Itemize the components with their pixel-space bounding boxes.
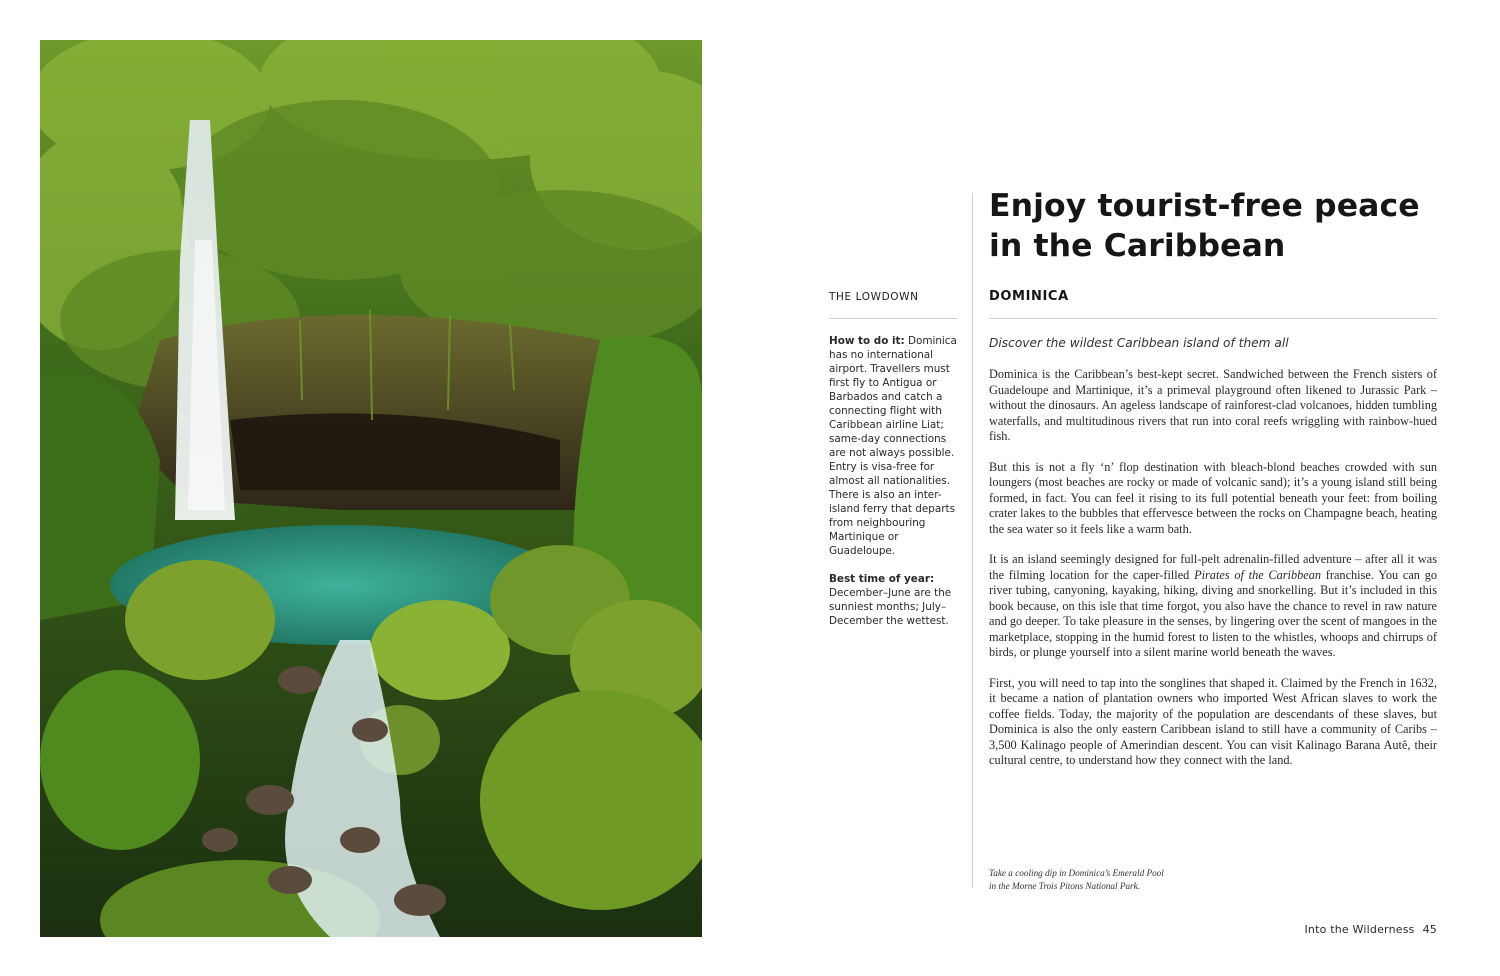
how-label: How to do it: [829,335,905,347]
place-rule [989,318,1437,319]
headline-line-1: Enjoy tourist-free peace [989,188,1420,224]
paragraph-1: Dominica is the Caribbean’s best-kept secret. Sandwiched between the French sisters of Guadeloupe and Martinique, it’s a primeval playground often likened to Jurassic Park – without the dinosaurs. An ageless landscape of rainforest-clad volcanoes, hidden tumbling waterfalls, and multitudinous rivers that run into coral reefs wriggling with rainbow-hued fish. [989,367,1437,443]
waterfall-illustration [40,40,702,937]
section-name: Into the Wilderness [1304,923,1415,936]
article-body [989,367,1437,784]
paragraph-3-start: It is an island seemingly designed for full-pelt adrenalin-filled adventure – after all it was the filming location for the caper-filled [989,552,1437,582]
headline-line-2: in the Caribbean [989,228,1286,264]
photo-caption [989,867,1209,892]
column-divider [972,193,973,888]
best-text: December–June are the sunniest months; July–December the wettest. [829,587,952,627]
caption-line-1: Take a cooling dip in Dominica’s Emerald Pool [989,868,1164,878]
paragraph-4: First, you will need to tap into the songlines that shaped it. Claimed by the French in 1632, it became a nation of plantation owners who imported West African slaves to work the coffee fields. Today, the majority of the population are descendants of these slaves, but Dominica is also the only eastern Caribbean island to still have a community of Caribs – 3,500 Kalinago people of Amerindian descent. You can visit Kalinago Barana Autê, their cultural centre, to understand how they connect with the land. [989,675,1437,767]
how-text: Dominica has no international airport. Travellers must first fly to Antigua or Barbados and catch a connecting flight with Caribbean airline Liat; same-day connections are not always possible. Entry is visa-free for almost all nationalities. There is also an inter-island ferry that departs from neighbouring Martinique or Guadeloupe. [829,335,957,557]
lowdown-rule [829,318,957,319]
best-label: Best time of year: [829,573,935,585]
paragraph-2: But this is not a fly ‘n’ flop destination with bleach-blond beaches crowded with sun loungers (most beaches are rocky or made of volcanic sand); it’s a young island still being formed, in fact. You can feel it rising to its full potential beneath your feet: from boiling crater lakes to the bubbles that effervesce between the rocks on Champagne beach, heating the sea water so it feels like a warm bath. [989,459,1437,536]
caption-line-2: in the Morne Trois Pitons National Park. [989,880,1141,891]
place-heading: DOMINICA [989,289,1069,304]
page-number: 45 [1422,923,1437,936]
lowdown-best-time [829,572,961,628]
film-title: Pirates of the Caribbean [1194,567,1322,582]
standfirst: Discover the wildest Caribbean island of them all [989,336,1289,350]
lowdown-heading: THE LOWDOWN [829,291,919,303]
emerald-pool-photo [40,40,702,937]
page-headline [989,186,1449,266]
lowdown-how-to [829,334,961,558]
paragraph-3-end: franchise. You can go river tubing, canyoning, kayaking, hiking, diving and snorkelling. But it’s included in this book because, on this isle that time forgot, you also have the chance to revel in raw nature and go deeper. To take pleasure in the senses, by lingering over the scent of mangoes in the marketplace, stopping in the humid forest to listen to the whistles, whoops and chirrups of birds, or plunge yourself into a silent marine world beneath the waves. [989,567,1437,659]
paragraph-3 [989,552,1437,661]
page-footer [1304,923,1437,936]
